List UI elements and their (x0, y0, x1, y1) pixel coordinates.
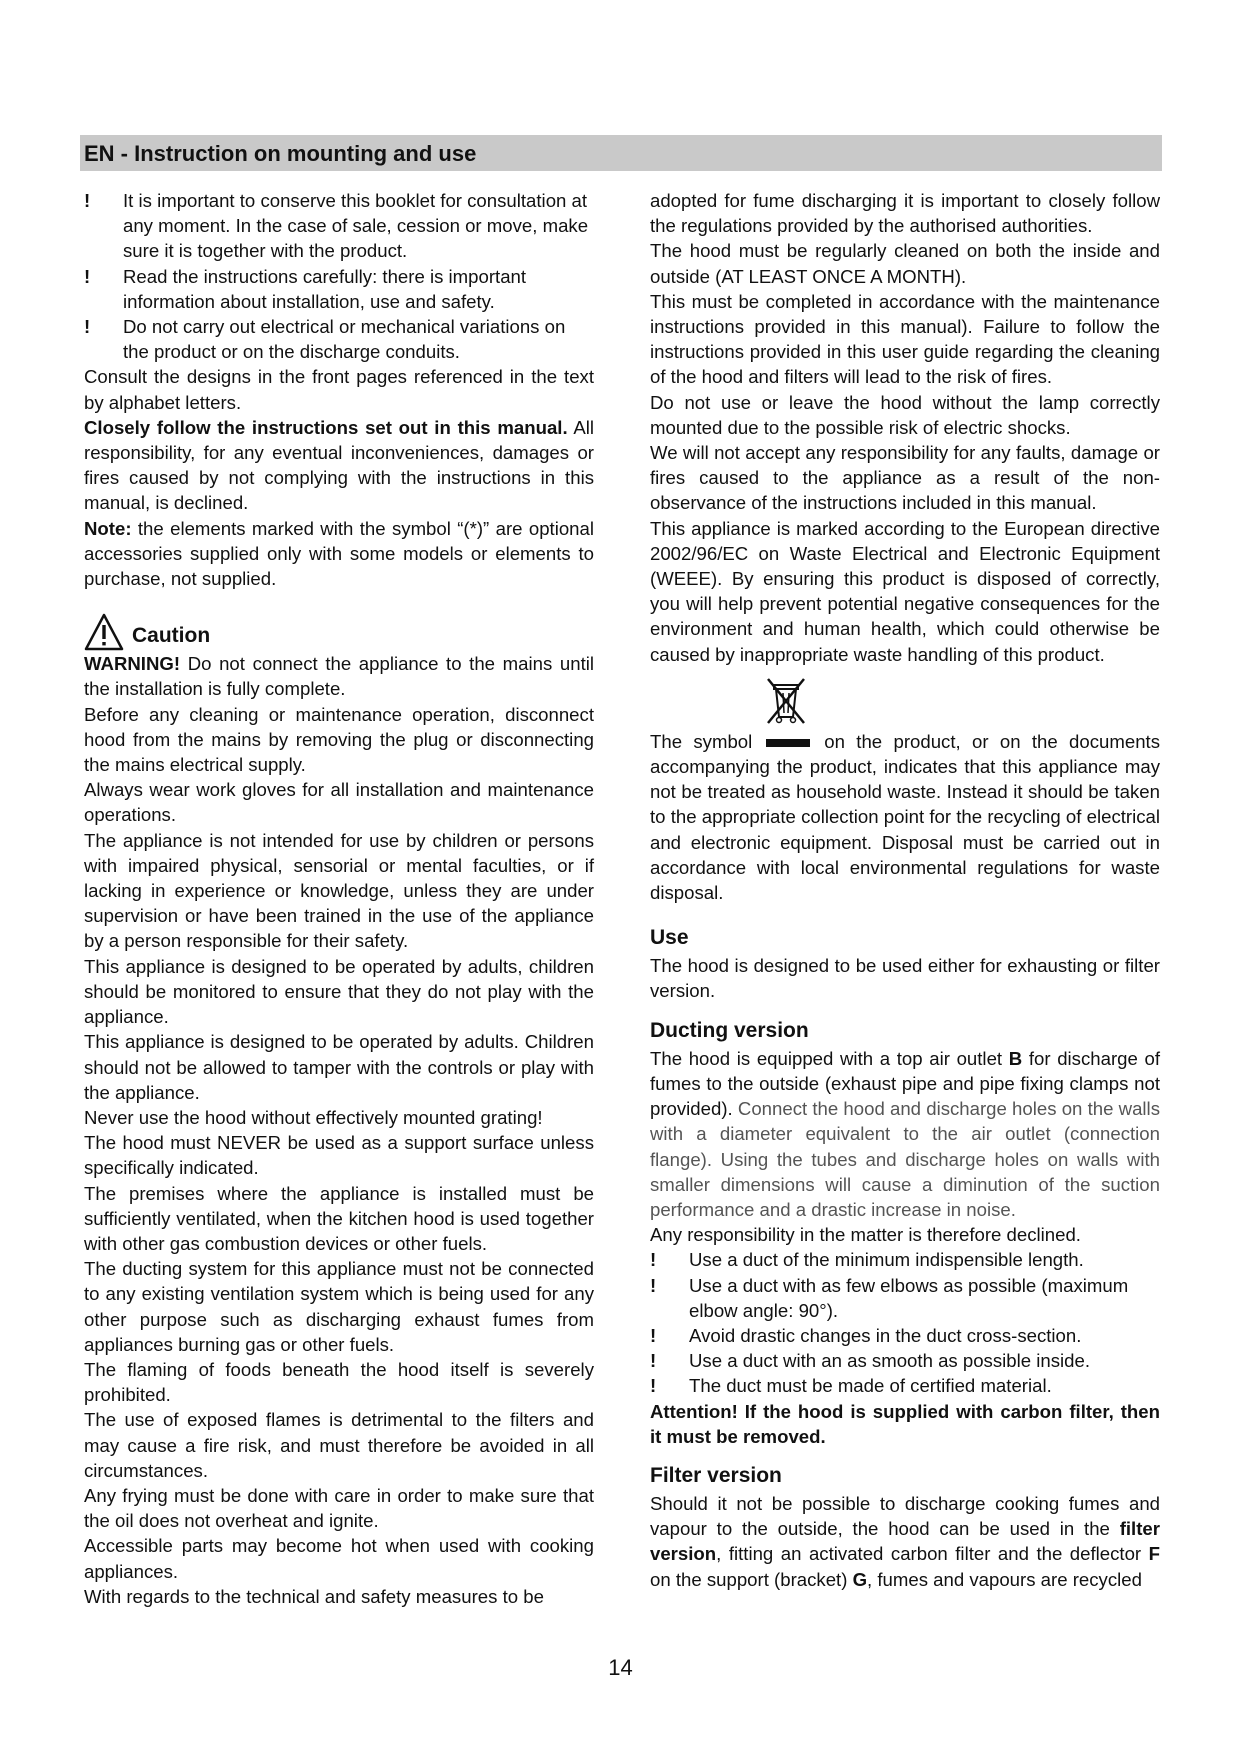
bullet-item (650, 1348, 1160, 1373)
text: the elements marked with the symbol “(*)” are optional accessories supplied only with some models or elements to purchase, not supplied. (84, 517, 594, 590)
paragraph (650, 729, 1160, 905)
text: , fitting an activated carbon filter and the deflector (716, 1543, 1149, 1565)
paragraph: The hood is designed to be used either for exhausting or filter version. (650, 955, 1160, 1002)
text: on the support (bracket) (650, 1568, 853, 1590)
paragraph: The hood must NEVER be used as a support surface unless specifically indicated. (84, 1132, 594, 1179)
bold-text: B (1008, 1047, 1023, 1069)
section-title-use: Use (650, 926, 689, 950)
paragraph: The hood must be regularly cleaned on both the inside and outside (AT LEAST ONCE A MONTH). (650, 240, 1160, 287)
text: , fumes and vapours are recycled (867, 1568, 1142, 1590)
paragraph: Any frying must be done with care in order to make sure that the oil does not overheat and ignite. (84, 1484, 594, 1532)
text: The symbol (650, 730, 753, 752)
bullet-mark: ! (650, 1274, 657, 1296)
bullet-item (84, 314, 594, 364)
paragraph: Do not use or leave the hood without the lamp correctly mounted due to the possible risk of electric shocks. (650, 391, 1160, 438)
bullet-text: Use a duct of the minimum indispensible length. (689, 1249, 1084, 1271)
page-title: EN - Instruction on mounting and use (84, 141, 477, 166)
bullet-item (84, 264, 594, 314)
bullet-text: Do not carry out electrical or mechanical variations on the product or on the discharge conduits. (123, 316, 566, 363)
bullet-mark: ! (650, 1375, 657, 1397)
paragraph: This appliance is marked according to the European directive 2002/96/EC on Waste Electrical and Electronic Equipment (WEEE). By ensuring this product is disposed of correctly, you will help prevent potential negative consequences for the environment and human health, which could otherwise be caused by inappropriate waste handling of this product. (650, 517, 1160, 665)
bullet-text: It is important to conserve this booklet for consultation at any moment. In the case of sale, cession or move, make sure it is together with the product. (123, 190, 589, 262)
bullet-mark: ! (650, 1350, 657, 1372)
bullet-text: Avoid drastic changes in the duct cross-section. (689, 1324, 1082, 1346)
section-title-ducting: Ducting version (650, 1018, 809, 1042)
page-number: 14 (608, 1655, 633, 1680)
section-title-filter: Filter version (650, 1463, 782, 1487)
grey-text: Connect the hood and discharge holes on the walls with a diameter equivalent to the air outlet (connection flange). Using the tubes and discharge holes on walls with smaller dimensions will cause a diminution of the suction performance and a drastic increase in noise. (650, 1098, 1160, 1220)
paragraph: Never use the hood without effectively mounted grating! (84, 1106, 543, 1128)
bullet-item (650, 1273, 1160, 1323)
paragraph: This must be completed in accordance with the maintenance instructions provided in this manual). Failure to follow the instructions provided in this user guide regarding the cleaning of the hood and filters will lead to the risk of fires. (650, 290, 1160, 388)
paragraph: The use of exposed flames is detrimental to the filters and may cause a fire risk, and must therefore be avoided in all circumstances. (84, 1409, 594, 1481)
left-column (84, 188, 594, 1609)
text: Do not connect the appliance to the mains until the installation is fully complete. (84, 653, 594, 700)
warning-triangle-icon (84, 613, 124, 651)
paragraph: We will not accept any responsibility for any faults, damage or fires caused to the appliance as a result of the non-observance of the instructions included in this manual. (650, 442, 1160, 514)
paragraph: The ducting system for this appliance must not be connected to any existing ventilation system which is being used for any other purpose such as discharging exhaust fumes from appliances burning gas or other fuels. (84, 1258, 594, 1355)
paragraph: adopted for fume discharging it is important to closely follow the regulations provided by the authorised authorities. (650, 190, 1160, 237)
text: on the product, or on the documents accompanying the product, indicates that this appliance may not be treated as household waste. Instead it should be taken to the appropriate collection point for the recycling of electrical and electronic equipment. Disposal must be carried out in accordance with local environmental regulations for waste disposal. (650, 730, 1160, 904)
text: The hood is equipped with a top air outlet (650, 1047, 1009, 1069)
paragraph: Accessible parts may become hot when used with cooking appliances. (84, 1535, 594, 1582)
paragraph (84, 516, 594, 592)
caution-heading-row (84, 607, 594, 651)
bullet-text: Use a duct with an as smooth as possible inside. (689, 1350, 1091, 1372)
paragraph: Always wear work gloves for all installation and maintenance operations. (84, 779, 594, 826)
text: for discharge of fumes to the outside (exhaust pipe and pipe fixing clamps not provided). (650, 1047, 1161, 1120)
bullet-mark: ! (650, 1324, 657, 1346)
bold-text: WARNING! (84, 653, 181, 675)
paragraph (650, 1491, 1160, 1592)
bold-text: Note: (84, 517, 132, 539)
paragraph (84, 415, 594, 516)
bold-text: F (1148, 1543, 1160, 1565)
bullet-mark: ! (84, 265, 91, 287)
paragraph: This appliance is designed to be operated by adults. Children should not be allowed to tamper with the controls or play with the appliance. (84, 1031, 594, 1103)
bullet-text: The duct must be made of certified material. (689, 1375, 1052, 1397)
bullet-item (650, 1373, 1160, 1398)
bullet-item (650, 1247, 1160, 1272)
paragraph: The flaming of foods beneath the hood itself is severely prohibited. (84, 1358, 594, 1406)
bullet-item (84, 188, 594, 264)
caution-title: Caution (132, 624, 211, 648)
paragraph (84, 651, 594, 701)
bullet-text: Read the instructions carefully: there is important information about installation, use and safety. (123, 265, 527, 312)
weee-bar-icon (766, 739, 810, 747)
bullet-mark: ! (84, 190, 91, 211)
bold-text: filter version (650, 1518, 1160, 1565)
paragraph: The premises where the appliance is installed must be sufficiently ventilated, when the kitchen hood is used together with other gas combustion devices or other fuels. (84, 1182, 594, 1254)
paragraph: This appliance is designed to be operated by adults, children should be monitored to ensure that they do not play with the appliance. (84, 955, 594, 1028)
paragraph: The appliance is not intended for use by children or persons with impaired physical, sensorial or mental faculties, or if lacking in experience or knowledge, unless they are under supervision or have been trained in the use of the appliance by a person responsible for their safety. (84, 829, 594, 952)
paragraph: Before any cleaning or maintenance operation, disconnect hood from the mains by removing the plug or disconnecting the mains electrical supply. (84, 703, 594, 776)
paragraph (650, 1046, 1160, 1222)
paragraph: Consult the designs in the front pages referenced in the text by alphabet letters. (84, 366, 594, 413)
bullet-mark: ! (84, 316, 91, 338)
text: Should it not be possible to discharge cooking fumes and vapour to the outside, the hood can be used in the (650, 1492, 1160, 1540)
text: All responsibility, for any eventual inconveniences, damages or fires caused by not complying with the instructions in this manual, is declined. (84, 416, 594, 514)
attention-note: Attention! If the hood is supplied with carbon filter, then it must be removed. (650, 1400, 1160, 1447)
bullet-text: Use a duct with as few elbows as possible (maximum elbow angle: 90°). (689, 1274, 1129, 1321)
bold-text: G (852, 1568, 868, 1590)
paragraph: Any responsibility in the matter is therefore declined. (650, 1224, 1081, 1246)
paragraph: With regards to the technical and safety measures to be (84, 1585, 544, 1607)
bullet-item (650, 1323, 1160, 1348)
right-column (650, 188, 1160, 1592)
bullet-mark: ! (650, 1249, 657, 1271)
crossed-bin-icon (762, 675, 810, 725)
bold-text: Closely follow the instructions set out in this manual. (84, 416, 568, 438)
